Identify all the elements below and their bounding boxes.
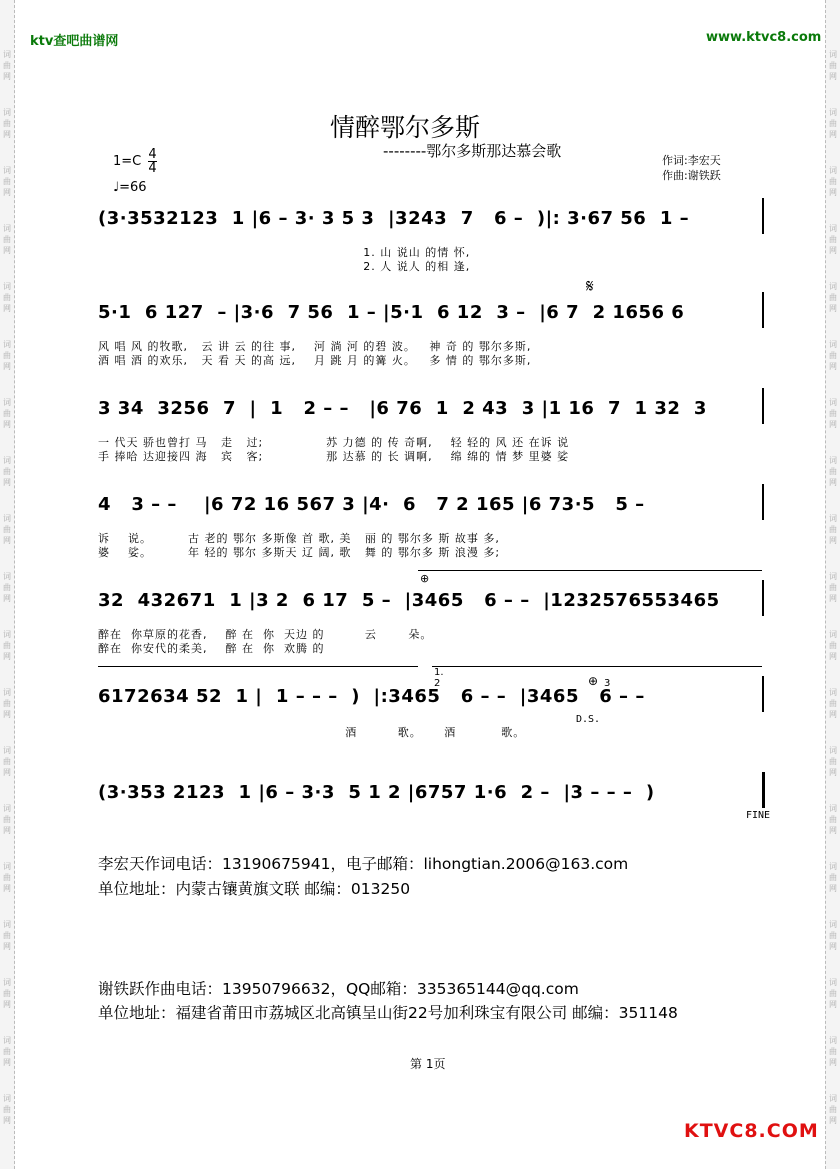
composer-contact: 谢铁跃作曲电话：13950796632，QQ邮箱：335365144@qq.com — [98, 980, 579, 998]
watermark-char: 曲 — [829, 583, 837, 592]
watermark-char: 曲 — [3, 61, 11, 70]
watermark-char: 词 — [829, 514, 837, 523]
watermark-char: 曲 — [829, 177, 837, 186]
watermark-char: 词 — [3, 688, 11, 697]
watermark-char: 曲 — [3, 525, 11, 534]
watermark-char: 曲 — [3, 757, 11, 766]
watermark-char: 网 — [829, 1000, 837, 1009]
watermark-char: 词 — [829, 746, 837, 755]
watermark-char: 曲 — [3, 989, 11, 998]
watermark-char: 词 — [829, 224, 837, 233]
watermark-char: 网 — [829, 188, 837, 197]
lyric-verse-2: 婆 娑。 年 轻的 鄂尔 多斯天 辽 阔, 歌 舞 的 鄂尔多 斯 浪漫 多; — [98, 546, 501, 559]
barline — [762, 388, 764, 424]
watermark-char: 网 — [829, 710, 837, 719]
watermark-char: 网 — [3, 1116, 11, 1125]
fine-mark: FINE — [746, 810, 771, 821]
watermark-char: 曲 — [3, 931, 11, 940]
watermark-char: 词 — [3, 282, 11, 291]
notation-line: (3·353 2123 1 |6 – 3·3 5 1 2 |6757 1·6 2 – |3 – – – ) — [98, 782, 655, 803]
watermark-char: 词 — [3, 1036, 11, 1045]
watermark-char: 词 — [829, 1094, 837, 1103]
watermark-char: 网 — [829, 72, 837, 81]
watermark-char: 词 — [829, 978, 837, 987]
watermark-char: 曲 — [829, 641, 837, 650]
lyric-verse-1: 风 唱 风 的牧歌, 云 讲 云 的往 事, 河 淌 河 的碧 波。 神 奇 的 鄂尔多斯, — [98, 340, 532, 353]
volta-bracket — [418, 570, 762, 571]
watermark-char: 词 — [3, 50, 11, 59]
barline — [762, 580, 764, 616]
watermark-char: 词 — [3, 804, 11, 813]
watermark-char: 曲 — [829, 293, 837, 302]
watermark-char: 曲 — [3, 409, 11, 418]
lyric-verse-1: 酒 歌。 酒 歌。 — [98, 726, 526, 739]
watermark-char: 词 — [829, 862, 837, 871]
watermark-char: 网 — [3, 188, 11, 197]
lyricist-contact: 李宏天作词电话：13190675941，电子邮箱：lihongtian.2006@163.com — [98, 855, 629, 873]
lyric-verse-1: 醉在 你草原的花香, 醉 在 你 天边 的 云 朵。 — [98, 628, 433, 641]
coda-icon: ⊕ — [588, 674, 599, 688]
watermark-char: 词 — [3, 1094, 11, 1103]
lyric-verse-2: 手 捧哈 达迎接四 海 宾 客; 那 达慕 的 长 调啊, 绵 绵的 情 梦 里婆 娑 — [98, 450, 570, 463]
watermark-char: 曲 — [829, 235, 837, 244]
watermark-char: 网 — [3, 130, 11, 139]
watermark-char: 网 — [3, 362, 11, 371]
dal-segno-mark: D.S. — [576, 714, 601, 725]
watermark-char: 词 — [3, 572, 11, 581]
watermark-char: 网 — [829, 362, 837, 371]
watermark-char: 曲 — [3, 467, 11, 476]
watermark-char: 曲 — [829, 1105, 837, 1114]
coda-icon: ⊕ — [420, 572, 430, 585]
watermark-char: 曲 — [829, 61, 837, 70]
watermark-char: 曲 — [3, 293, 11, 302]
volta-2-label: 2 — [434, 678, 441, 689]
watermark-char: 词 — [3, 514, 11, 523]
notation-line: (3·3532123 1 |6 – 3· 3 5 3 |3243 7 6 – )|: 3·67 56 1 – — [98, 208, 690, 229]
watermark-char: 网 — [829, 652, 837, 661]
watermark-char: 曲 — [829, 119, 837, 128]
watermark-char: 网 — [829, 536, 837, 545]
watermark-char: 词 — [829, 398, 837, 407]
watermark-char: 网 — [3, 536, 11, 545]
watermark-char: 网 — [829, 304, 837, 313]
watermark-char: 词 — [3, 398, 11, 407]
watermark-char: 网 — [829, 826, 837, 835]
watermark-char: 曲 — [829, 699, 837, 708]
watermark-char: 曲 — [829, 351, 837, 360]
watermark-char: 曲 — [3, 699, 11, 708]
tempo-value: =66 — [119, 180, 147, 195]
time-signature-top: 4 — [148, 147, 157, 162]
watermark-char: 曲 — [3, 235, 11, 244]
notation-line: 3 34 3256 7 | 1 2 – – |6 76 1 2 43 3 |1 16 7 1 32 3 — [98, 398, 707, 419]
volta-1-label: 1. — [434, 667, 444, 678]
watermark-char: 词 — [829, 340, 837, 349]
notation-line: 5·1 6 127 – |3·6 7 56 1 – |5·1 6 12 3 – |6 7 2 1656 6 — [98, 302, 685, 323]
watermark-char: 词 — [3, 630, 11, 639]
watermark-char: 网 — [3, 1058, 11, 1067]
watermark-char: 网 — [3, 246, 11, 255]
watermark-char: 词 — [829, 1036, 837, 1045]
watermark-char: 曲 — [829, 1047, 837, 1056]
watermark-char: 词 — [3, 456, 11, 465]
watermark-char: 曲 — [829, 815, 837, 824]
watermark-char: 词 — [3, 340, 11, 349]
watermark-char: 网 — [3, 768, 11, 777]
watermark-char: 网 — [3, 942, 11, 951]
watermark-char: 曲 — [3, 1047, 11, 1056]
composer-credit: 作曲:谢铁跃 — [662, 169, 721, 182]
lyric-verse-2: 醉在 你安代的柔美, 醉 在 你 欢腾 的 — [98, 642, 325, 655]
volta-bracket — [98, 666, 418, 667]
watermark-char: 网 — [829, 478, 837, 487]
brand-logo: KTVC8.COM — [684, 1120, 819, 1142]
watermark-char: 词 — [3, 746, 11, 755]
watermark-char: 网 — [829, 884, 837, 893]
watermark-char: 网 — [3, 652, 11, 661]
watermark-char: 词 — [829, 630, 837, 639]
time-signature-bottom: 4 — [148, 161, 157, 176]
watermark-char: 网 — [3, 72, 11, 81]
watermark-char: 网 — [3, 420, 11, 429]
watermark-char: 曲 — [829, 931, 837, 940]
watermark-char: 词 — [829, 282, 837, 291]
lyric-verse-2: 酒 唱 酒 的欢乐, 天 看 天 的高 远, 月 跳 月 的篝 火。 多 情 的 鄂尔多斯, — [98, 354, 532, 367]
watermark-char: 网 — [3, 710, 11, 719]
watermark-char: 曲 — [3, 583, 11, 592]
watermark-char: 曲 — [3, 641, 11, 650]
watermark-char: 曲 — [829, 525, 837, 534]
lyric-verse-1: 1. 山 说山 的情 怀, — [98, 246, 471, 259]
barline — [762, 676, 764, 712]
watermark-char: 曲 — [829, 757, 837, 766]
watermark-char: 词 — [3, 920, 11, 929]
watermark-char: 网 — [829, 1116, 837, 1125]
barline — [762, 484, 764, 520]
watermark-char: 词 — [3, 224, 11, 233]
watermark-char: 词 — [3, 166, 11, 175]
tempo-mark — [113, 180, 147, 195]
watermark-char: 网 — [3, 594, 11, 603]
watermark-char: 网 — [3, 826, 11, 835]
watermark-char: 曲 — [3, 351, 11, 360]
left-margin-strip — [0, 0, 15, 1169]
watermark-char: 网 — [829, 594, 837, 603]
site-link-left[interactable]: ktv查吧曲谱网 — [30, 34, 119, 49]
watermark-char: 网 — [3, 884, 11, 893]
song-title: 情醉鄂尔多斯 — [330, 113, 481, 142]
right-margin-strip — [825, 0, 840, 1169]
watermark-char: 曲 — [3, 873, 11, 882]
watermark-char: 曲 — [3, 815, 11, 824]
watermark-char: 词 — [3, 108, 11, 117]
volta-bracket — [432, 666, 762, 667]
watermark-char: 网 — [829, 768, 837, 777]
notation-line: 4 3 – – |6 72 16 567 3 |4· 6 7 2 165 |6 73·5 5 – — [98, 494, 645, 515]
watermark-char: 网 — [3, 478, 11, 487]
watermark-char: 词 — [829, 50, 837, 59]
watermark-char: 曲 — [3, 177, 11, 186]
watermark-char: 曲 — [829, 467, 837, 476]
lyric-verse-1: 诉 说。 古 老的 鄂尔 多斯像 首 歌, 美 丽 的 鄂尔多 斯 故事 多, — [98, 532, 500, 545]
watermark-char: 网 — [3, 1000, 11, 1009]
lyric-verse-1: 一 代天 骄也曾打 马 走 过; 苏 力德 的 传 奇啊, 轻 轻的 风 还 在诉 说 — [98, 436, 570, 449]
key-label: 1=C — [113, 154, 142, 169]
watermark-char: 词 — [829, 456, 837, 465]
segno-icon: 𝄋 — [586, 276, 594, 297]
watermark-char: 网 — [829, 420, 837, 429]
watermark-char: 曲 — [3, 119, 11, 128]
watermark-char: 词 — [829, 688, 837, 697]
final-barline — [762, 772, 765, 808]
watermark-char: 网 — [829, 130, 837, 139]
watermark-char: 词 — [3, 978, 11, 987]
watermark-char: 词 — [829, 920, 837, 929]
quarter-note-icon: ♩ — [113, 180, 120, 195]
watermark-char: 词 — [3, 862, 11, 871]
key-signature — [113, 148, 157, 175]
watermark-char: 词 — [829, 804, 837, 813]
lyricist-credit: 作词:李宏天 — [662, 154, 721, 167]
watermark-char: 词 — [829, 572, 837, 581]
volta-3-label: 3 — [604, 678, 611, 689]
barline — [762, 292, 764, 328]
composer-address: 单位地址：福建省莆田市荔城区北高镇呈山街22号加利珠宝有限公司 邮编：351148 — [98, 1004, 678, 1022]
watermark-char: 网 — [829, 1058, 837, 1067]
watermark-char: 网 — [829, 246, 837, 255]
page-number: 第 1页 — [410, 1057, 446, 1071]
watermark-char: 词 — [829, 108, 837, 117]
lyricist-address: 单位地址：内蒙古镶黄旗文联 邮编：013250 — [98, 880, 411, 898]
watermark-char: 曲 — [829, 873, 837, 882]
lyric-verse-2: 2. 人 说人 的相 逢, — [98, 260, 471, 273]
watermark-char: 词 — [829, 166, 837, 175]
notation-line: 6172634 52 1 | 1 – – – ) |:3465 6 – – |3465 6 – – — [98, 686, 645, 707]
watermark-char: 曲 — [3, 1105, 11, 1114]
notation-line: 32 432671 1 |3 2 6 17 5 – |3465 6 – – |1232576553465 — [98, 590, 720, 611]
watermark-char: 网 — [829, 942, 837, 951]
watermark-char: 网 — [3, 304, 11, 313]
credits — [662, 153, 721, 183]
watermark-char: 曲 — [829, 409, 837, 418]
watermark-char: 曲 — [829, 989, 837, 998]
site-link-right[interactable]: www.ktvc8.com — [706, 30, 822, 45]
song-subtitle: --------鄂尔多斯那达慕会歌 — [383, 142, 562, 160]
barline — [762, 198, 764, 234]
